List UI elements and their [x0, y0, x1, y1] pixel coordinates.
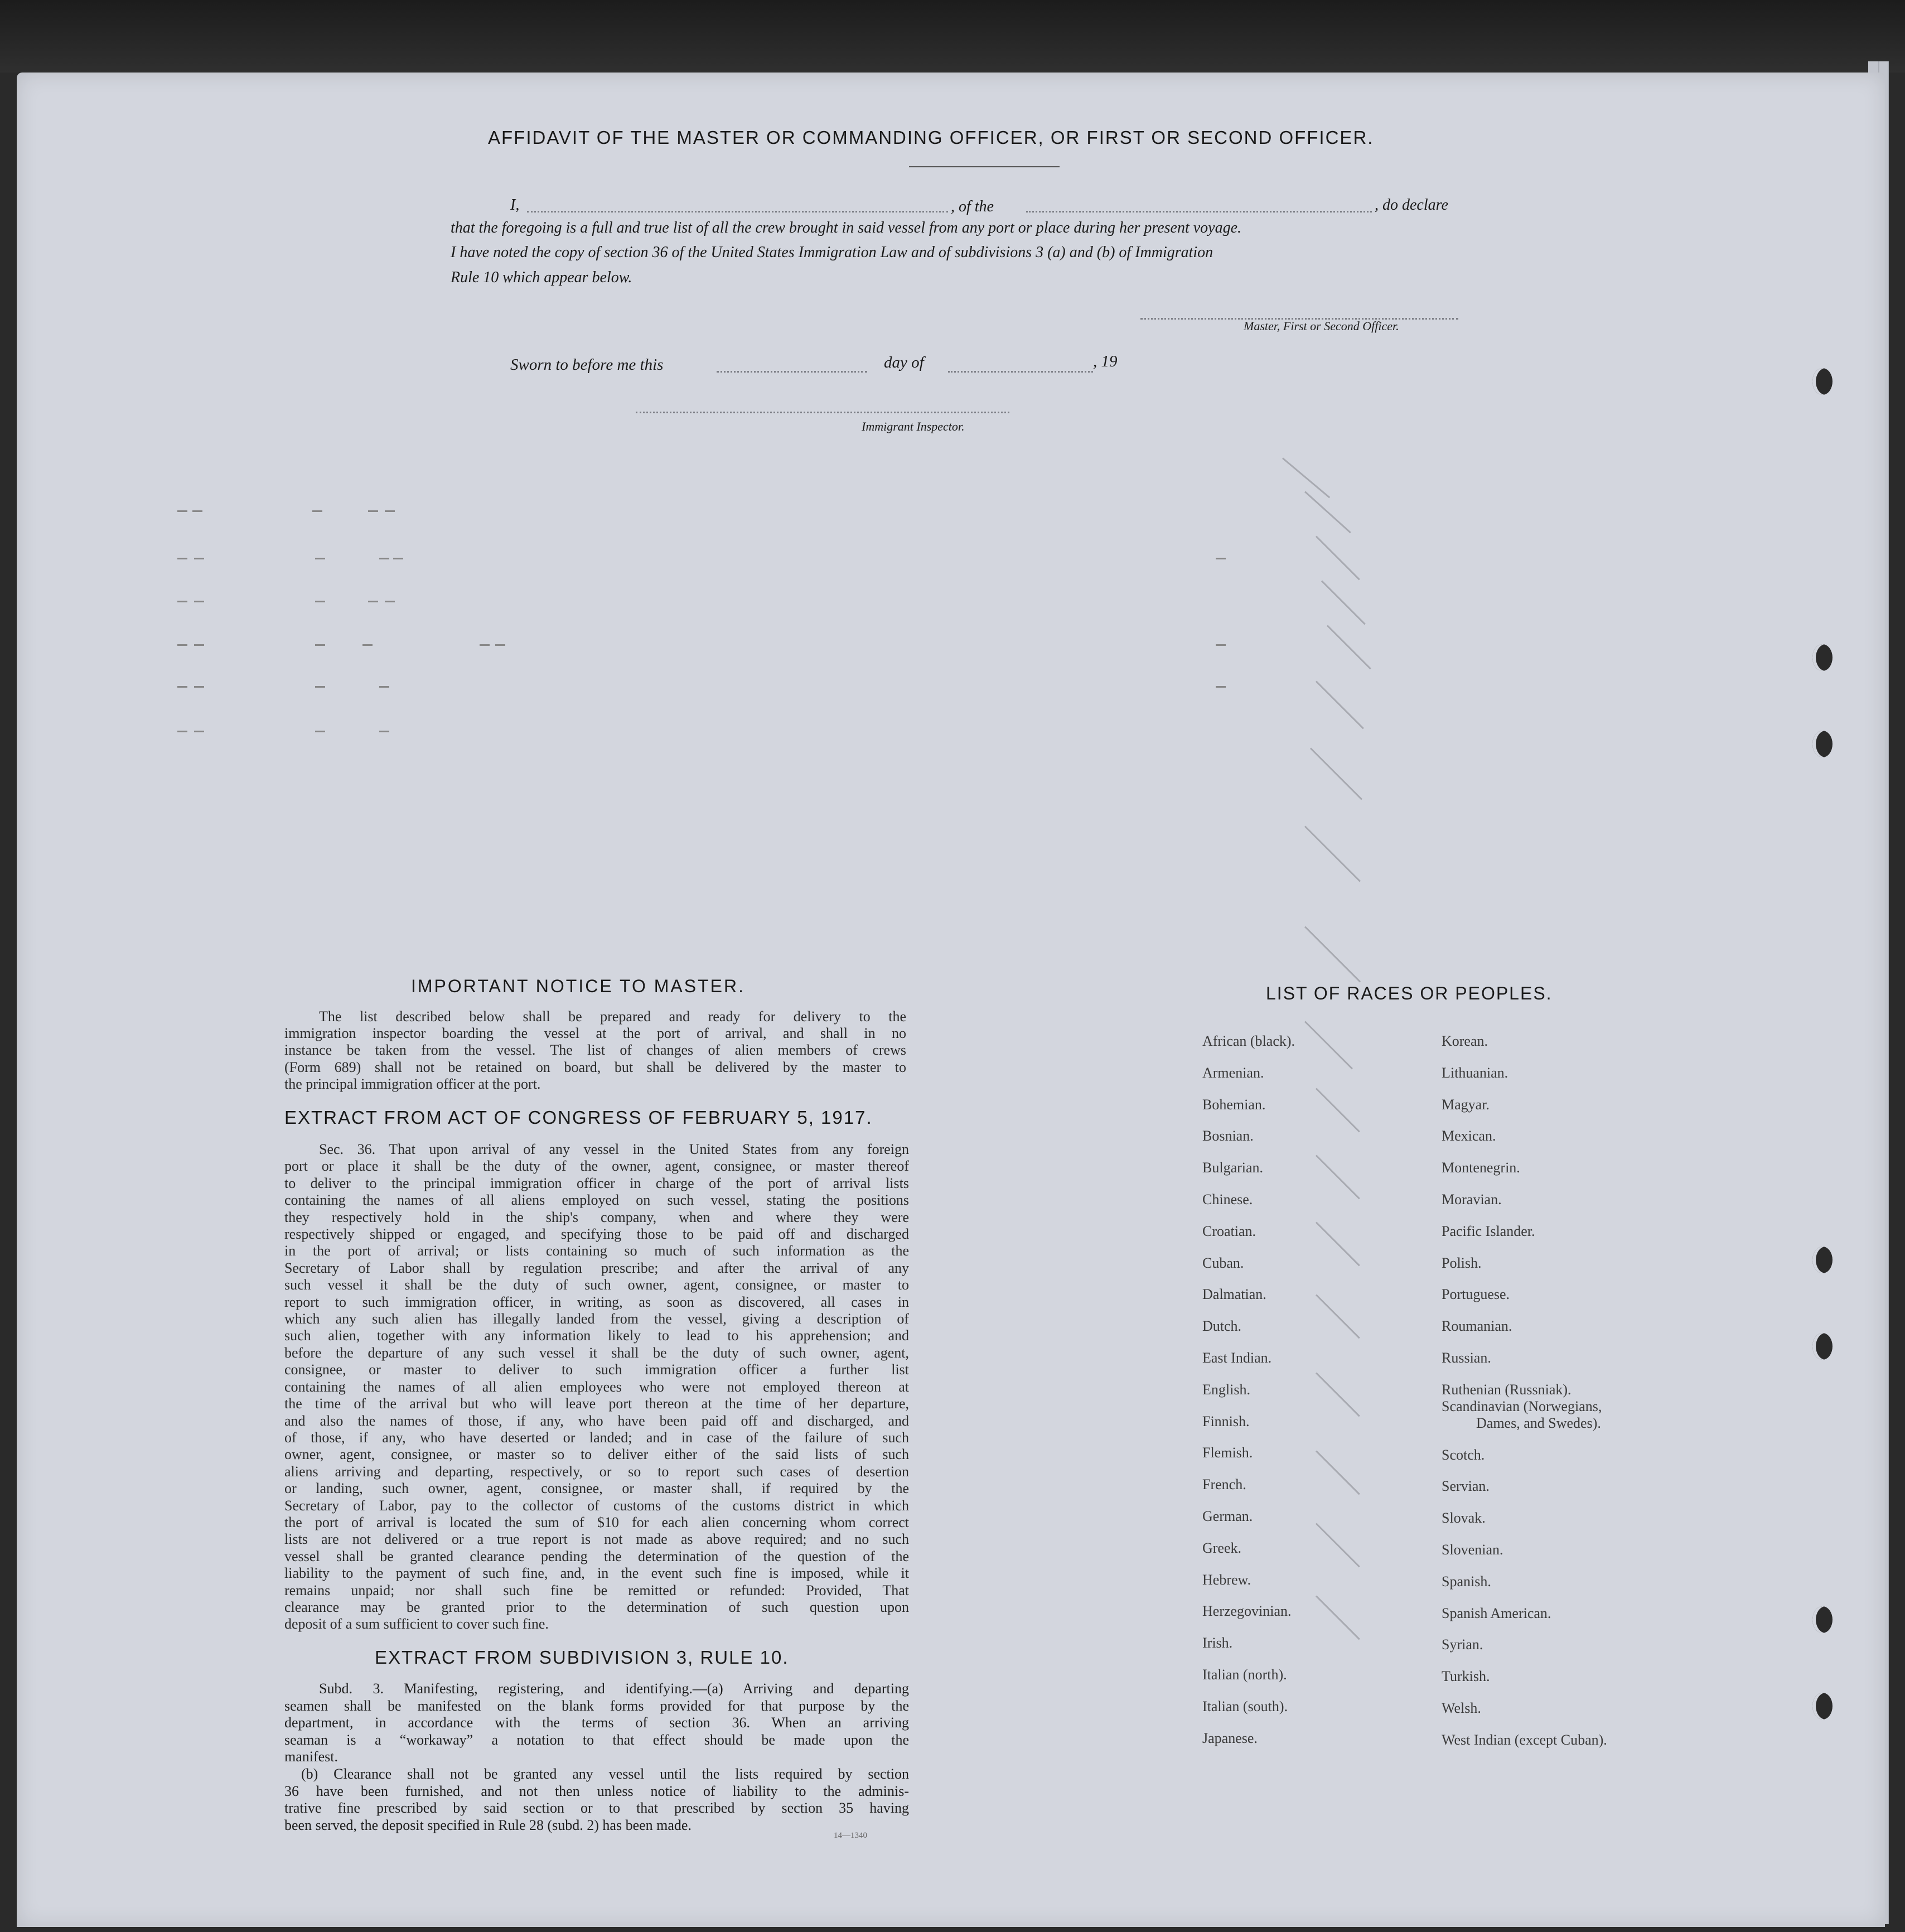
race-item: Roumanian. — [1442, 1318, 1512, 1335]
text-line: of those, if any, who have deserted or landed; and in case of the failure of such — [284, 1429, 909, 1446]
race-item: African (black). — [1202, 1033, 1295, 1049]
form-dash — [495, 644, 505, 646]
form-dash — [315, 731, 325, 732]
text-line: containing the names of all alien employees who were not employed thereon at — [284, 1378, 909, 1395]
document-page — [17, 73, 1885, 1927]
race-item: Irish. — [1202, 1635, 1233, 1651]
punch-hole — [1812, 644, 1833, 671]
month-blank — [948, 371, 1093, 373]
text-line: Secretary of Labor, pay to the collector of customs of the customs district in which — [284, 1497, 909, 1514]
race-item: Finnish. — [1202, 1413, 1250, 1429]
text-line: seaman is a “workaway” a notation to that effect should be made upon the — [284, 1731, 909, 1748]
race-item: East Indian. — [1202, 1350, 1272, 1366]
form-dash — [177, 686, 187, 688]
affidavit-i-label: I, — [510, 196, 520, 214]
race-item: Chinese. — [1202, 1191, 1253, 1208]
text-line: been served, the deposit specified in Rule 28 (subd. 2) has been made. — [284, 1817, 692, 1833]
text-line: deposit of a sum sufficient to cover such fine. — [284, 1616, 549, 1632]
text-line: containing the names of all aliens employed on such vessel, stating the positions — [284, 1192, 909, 1209]
form-dash — [368, 510, 378, 512]
race-item: Russian. — [1442, 1350, 1491, 1366]
text-line: trative fine prescribed by said section or to that prescribed by section 35 having — [284, 1800, 909, 1817]
day-of-label: day of — [884, 354, 924, 371]
race-item: Italian (north). — [1202, 1667, 1287, 1683]
form-dash — [177, 510, 187, 512]
race-item: West Indian (except Cuban). — [1442, 1731, 1607, 1748]
text-line: The list described below shall be prepared and ready for delivery to the — [319, 1008, 906, 1025]
text-line: seamen shall be manifested on the blank forms provided for that purpose by the — [284, 1697, 909, 1714]
race-item: Greek. — [1202, 1539, 1242, 1556]
year-label: , 19 — [1093, 352, 1118, 370]
form-dash — [194, 686, 204, 688]
race-item: Montenegrin. — [1442, 1160, 1520, 1176]
punch-hole — [1812, 1693, 1833, 1720]
text-line: manifest. — [284, 1749, 339, 1765]
race-item: Hebrew. — [1202, 1571, 1251, 1588]
form-dash — [1216, 558, 1226, 559]
text-line: (Form 689) shall not be retained on board, but shall be delivered by the master to — [284, 1059, 906, 1075]
affidavit-line-3: I have noted the copy of section 36 of the United States Immigration Law and of subdivisions 3 (a) and (b) of Immigration — [451, 244, 1213, 261]
title-rule — [909, 166, 1060, 167]
race-item: Scandinavian (Norwegians, — [1442, 1398, 1602, 1414]
text-line: Secretary of Labor shall by regulation prescribe; and after the arrival of any — [284, 1259, 909, 1276]
form-dash — [312, 510, 322, 512]
text-line: or landing, such owner, agent, consignee, or master shall, if required by the — [284, 1480, 909, 1497]
race-item: Portuguese. — [1442, 1286, 1510, 1303]
text-line: to deliver to the principal immigration officer in charge of the port of arrival lists — [284, 1175, 909, 1191]
form-dash — [177, 601, 187, 602]
text-line: remains unpaid; nor shall such fine be remitted or refunded: Provided, That — [284, 1582, 909, 1598]
text-line: vessel shall be granted clearance pending the determination of the question of the — [284, 1548, 909, 1564]
form-dash — [393, 558, 403, 559]
race-item: French. — [1202, 1476, 1246, 1493]
act-paragraph — [284, 1141, 909, 1633]
sworn-label: Sworn to before me this — [510, 356, 664, 374]
affidavit-line-2: that the foregoing is a full and true list of all the crew brought in said vessel from any port or place during her present voyage. — [451, 219, 1242, 236]
text-line: Sec. 36. That upon arrival of any vessel in the United States from any foreign — [319, 1141, 909, 1157]
race-item: Polish. — [1442, 1254, 1482, 1271]
form-dash — [177, 644, 187, 646]
text-line: and also the names of those, if any, who have been paid off and discharged, and — [284, 1412, 909, 1429]
race-item: Bohemian. — [1202, 1096, 1266, 1113]
form-dash — [385, 601, 395, 602]
form-dash — [385, 510, 395, 512]
text-line: the principal immigration officer at the port. — [284, 1075, 541, 1092]
text-line: such vessel it shall be the duty of such owner, agent, consignee, or master to — [284, 1277, 909, 1293]
text-line: they respectively hold in the ship's company, when and where they were — [284, 1209, 909, 1225]
text-line: owner, agent, consignee, or master so to deliver either of the said lists of such — [284, 1446, 909, 1463]
punch-hole — [1812, 1333, 1833, 1360]
text-line: the time of the arrival but who will leave port thereon at the time of her departure, — [284, 1395, 909, 1412]
race-item: Italian (south). — [1202, 1698, 1288, 1714]
punch-hole — [1812, 1606, 1833, 1633]
affidavit-do-declare: , do declare — [1375, 196, 1448, 214]
race-item: Slovenian. — [1442, 1542, 1503, 1558]
form-dash — [362, 644, 373, 646]
inspector-caption: Immigrant Inspector. — [862, 419, 965, 433]
text-line: before the departure of any such vessel it shall be the duty of such owner, agent, — [284, 1344, 909, 1361]
form-dash — [368, 601, 378, 602]
race-item: Moravian. — [1442, 1191, 1502, 1208]
form-dash — [1216, 644, 1226, 646]
race-item: English. — [1202, 1381, 1250, 1398]
act-title: EXTRACT FROM ACT OF CONGRESS OF FEBRUARY 5, 1917. — [284, 1107, 873, 1128]
name-blank — [527, 211, 948, 212]
race-item: Cuban. — [1202, 1254, 1244, 1271]
affidavit-line-4: Rule 10 which appear below. — [451, 269, 632, 286]
race-item: Korean. — [1442, 1033, 1488, 1049]
rule-title: EXTRACT FROM SUBDIVISION 3, RULE 10. — [375, 1647, 789, 1668]
race-item: Lithuanian. — [1442, 1064, 1508, 1081]
form-dash — [379, 686, 389, 688]
form-dash — [194, 601, 204, 602]
signature-caption: Master, First or Second Officer. — [1244, 319, 1399, 333]
punch-hole — [1812, 368, 1833, 395]
race-item: Turkish. — [1442, 1668, 1490, 1685]
form-dash — [194, 558, 204, 559]
race-item: Mexican. — [1442, 1128, 1496, 1144]
race-item: Spanish. — [1442, 1573, 1491, 1590]
day-blank — [717, 371, 867, 373]
notice-title: IMPORTANT NOTICE TO MASTER. — [411, 976, 745, 996]
race-item: Spanish American. — [1442, 1605, 1551, 1621]
races-title: LIST OF RACES OR PEOPLES. — [1266, 983, 1553, 1003]
vessel-blank — [1026, 211, 1372, 212]
race-item: Herzegovinian. — [1202, 1603, 1292, 1620]
form-dash — [177, 731, 187, 732]
race-item: Scotch. — [1442, 1446, 1485, 1463]
text-line: the port of arrival is located the sum of $10 for each alien concerning whom correct — [284, 1514, 909, 1530]
form-dash — [1216, 686, 1226, 688]
scanner-background — [0, 0, 1905, 73]
race-item: Pacific Islander. — [1442, 1223, 1535, 1239]
text-line: respectively shipped or engaged, and specifying those to be paid off and discharged — [284, 1226, 909, 1243]
race-item: Flemish. — [1202, 1445, 1253, 1461]
punch-hole — [1812, 731, 1833, 757]
race-item: Bosnian. — [1202, 1128, 1254, 1144]
text-line: 36 have been furnished, and not then unless notice of liability to the adminis- — [284, 1783, 909, 1799]
form-dash — [194, 731, 204, 732]
form-dash — [315, 686, 325, 688]
race-item: Servian. — [1442, 1478, 1490, 1495]
text-line: such alien, together with any information likely to lead to his apprehension; and — [284, 1327, 909, 1344]
race-item: Dalmatian. — [1202, 1286, 1266, 1303]
race-item: Bulgarian. — [1202, 1160, 1264, 1176]
form-dash — [379, 731, 389, 732]
form-dash — [192, 510, 202, 512]
affidavit-title: AFFIDAVIT OF THE MASTER OR COMMANDING OFFICER, OR FIRST OR SECOND OFFICER. — [488, 127, 1374, 148]
race-item: Japanese. — [1202, 1730, 1258, 1746]
form-number: 14—1340 — [834, 1831, 867, 1840]
race-item: Dames, and Swedes). — [1476, 1414, 1601, 1431]
form-dash — [379, 558, 389, 559]
text-line: lists are not delivered or a true report is not made as above required; and no such — [284, 1531, 909, 1548]
text-line: (b) Clearance shall not be granted any vessel until the lists required by section — [301, 1765, 909, 1782]
text-line: port or place it shall be the duty of the owner, agent, consignee, or master thereof — [284, 1158, 909, 1175]
form-dash — [315, 644, 325, 646]
form-dash — [480, 644, 490, 646]
text-line: Subd. 3. Manifesting, registering, and identifying.—(a) Arriving and departing — [319, 1680, 909, 1697]
text-line: aliens arriving and departing, respectively, or so to report such cases of desertion — [284, 1463, 909, 1480]
punch-hole — [1812, 1247, 1833, 1273]
text-line: report to such immigration officer, in writing, as soon as discovered, all cases in — [284, 1293, 909, 1310]
rule-paragraph — [284, 1680, 909, 1834]
text-line: clearance may be granted prior to the determination of such question upon — [284, 1598, 909, 1615]
race-item: German. — [1202, 1508, 1253, 1524]
form-dash — [315, 558, 325, 559]
text-line: liability to the payment of such fine, and, in the event such fine is imposed, while it — [284, 1565, 909, 1582]
race-item: Slovak. — [1442, 1510, 1486, 1527]
text-line: department, in accordance with the terms of section 36. When an arriving — [284, 1714, 909, 1731]
inspector-blank — [636, 412, 1009, 413]
affidavit-of-the-label: , of the — [951, 198, 994, 215]
race-item: Ruthenian (Russniak). — [1442, 1381, 1572, 1398]
race-item: Dutch. — [1202, 1318, 1242, 1335]
text-line: which any such alien has illegally landed from the vessel, giving a description of — [284, 1311, 909, 1327]
form-dash — [177, 558, 187, 559]
text-line: consignee, or master to deliver to such immigration officer a further list — [284, 1361, 909, 1378]
race-item: Armenian. — [1202, 1064, 1264, 1081]
form-dash — [315, 601, 325, 602]
race-item: Welsh. — [1442, 1700, 1481, 1716]
text-line: instance be taken from the vessel. The list of changes of alien members of crews — [284, 1042, 906, 1059]
race-item: Magyar. — [1442, 1096, 1490, 1113]
text-line: immigration inspector boarding the vessel at the port of arrival, and shall in no — [284, 1025, 906, 1042]
form-dash — [194, 644, 204, 646]
text-line: in the port of arrival; or lists containing so much of such information as the — [284, 1243, 909, 1259]
race-item: Syrian. — [1442, 1636, 1483, 1653]
race-item: Croatian. — [1202, 1223, 1256, 1239]
notice-paragraph — [284, 1008, 906, 1093]
